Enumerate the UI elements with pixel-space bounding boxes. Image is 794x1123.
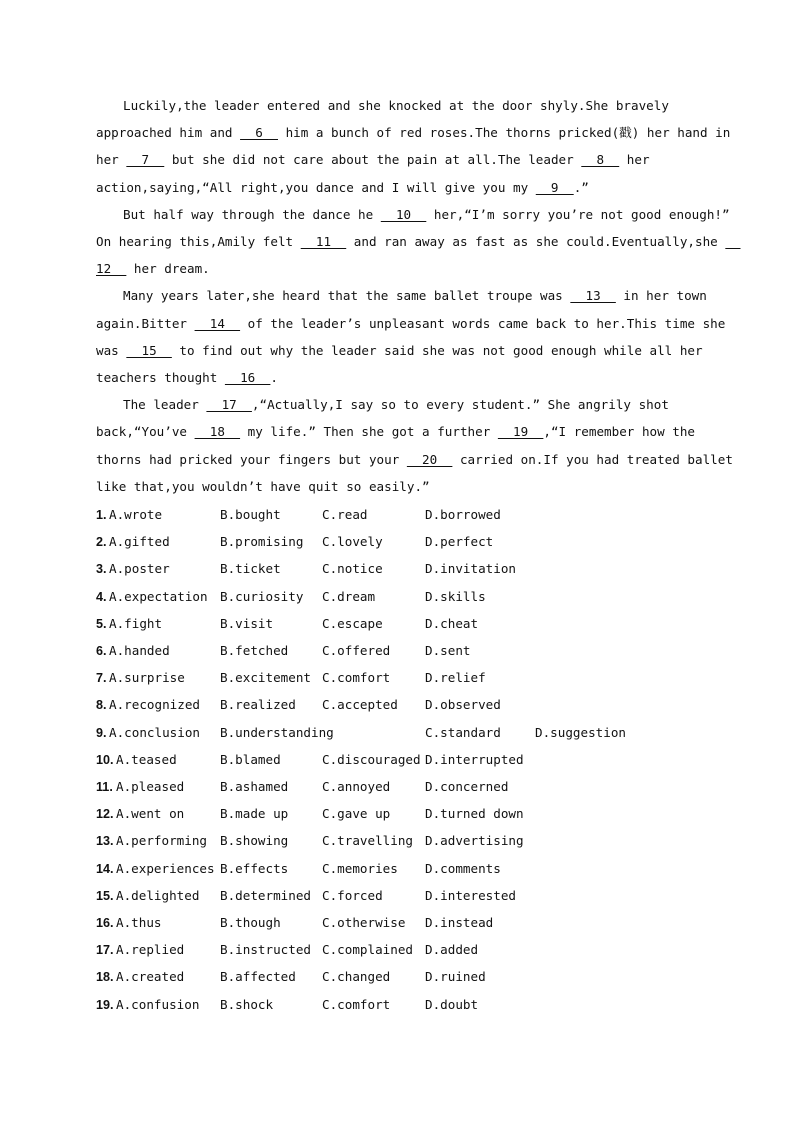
passage-text: her dream.: [126, 261, 210, 277]
option-d: D.relief: [425, 670, 486, 686]
question-number: 19.: [96, 997, 114, 1012]
passage-line: [123, 98, 669, 114]
option-a: A.thus: [116, 915, 162, 930]
answer-blank: 17: [206, 397, 252, 413]
option-a: A.confusion: [116, 996, 200, 1012]
question-number: 10.: [96, 752, 114, 767]
option-b: B.bought: [220, 507, 281, 522]
question-number: 14.: [96, 861, 114, 876]
option-d: D.instead: [425, 915, 494, 930]
passage-text: to find out why the leader said she was not good enough while all her: [171, 342, 703, 358]
passage-text: back,“You’ve: [96, 424, 195, 440]
answer-blank: 8: [581, 152, 620, 168]
answer-blank: 16: [224, 370, 271, 385]
answer-blank: 18: [194, 424, 241, 440]
option-d: D.ruined: [425, 969, 486, 985]
passage-text: my life.” Then she got a further: [240, 424, 498, 440]
option-d: D.interrupted: [425, 751, 524, 767]
option-a: A.recognized: [109, 697, 200, 713]
option-c: C.read: [322, 507, 368, 522]
option-b: B.effects: [220, 860, 289, 876]
answer-blank: 6: [240, 125, 278, 141]
option-a: A.performing: [116, 833, 207, 849]
passage-text: in her town: [615, 288, 707, 304]
passage-text: action,saying,“All right,you dance and I will give you my: [96, 179, 536, 195]
question-number: 8.: [96, 698, 107, 713]
question-number: 3.: [96, 562, 107, 577]
question-number: 17.: [96, 943, 114, 958]
option-c: C.dream: [322, 588, 376, 604]
question-number: 5.: [96, 616, 107, 631]
passage-text: teachers thought: [96, 370, 225, 385]
answer-blank: 15: [126, 342, 172, 358]
question-number: 7.: [96, 671, 107, 686]
option-c: C.comfort: [322, 996, 391, 1012]
passage-text: again.Bitter: [96, 315, 195, 331]
option-a: A.went on: [116, 806, 185, 822]
passage-text: was: [96, 342, 127, 358]
option-b: B.promising: [220, 534, 304, 550]
passage-line: [96, 424, 695, 440]
option-a: A.handed: [109, 643, 170, 658]
option-c: C.offered: [322, 643, 391, 658]
option-d: D.cheat: [425, 615, 479, 631]
passage-text: Many years later,she heard that the same ballet troupe was: [123, 288, 571, 304]
option-d: D.comments: [425, 860, 501, 876]
option-c: C.travelling: [322, 833, 413, 849]
passage-text: her,“I’m sorry you’re not good enough!”: [426, 206, 730, 222]
option-a: A.gifted: [109, 534, 170, 550]
option-b: B.showing: [220, 833, 289, 849]
passage-line: [123, 207, 730, 223]
answer-blank: 9: [535, 179, 574, 195]
option-c: C.accepted: [322, 697, 398, 713]
option-c: C.escape: [322, 615, 383, 631]
option-a: A.delighted: [116, 887, 200, 903]
option-a: A.replied: [116, 942, 185, 958]
option-c: C.discouraged: [322, 751, 421, 767]
option-b: B.understanding: [220, 724, 334, 740]
option-c: C.forced: [322, 887, 383, 903]
option-d: D.suggestion: [535, 724, 626, 740]
passage-line: [96, 180, 589, 196]
option-d: D.skills: [425, 588, 486, 604]
passage-text: .: [270, 370, 278, 385]
option-a: A.teased: [116, 751, 177, 767]
answer-blank: 19: [497, 424, 544, 440]
option-b: B.determined: [220, 887, 311, 903]
passage-text: carried on.If you had treated ballet: [452, 451, 733, 467]
passage-text: her: [619, 152, 650, 168]
answer-blank: 20: [406, 451, 453, 467]
option-d: D.doubt: [425, 996, 479, 1012]
option-b: B.though: [220, 915, 281, 930]
passage-text: but she did not care about the pain at all.The leader: [164, 152, 582, 168]
question-number: 15.: [96, 888, 114, 903]
option-c: C.changed: [322, 969, 391, 985]
passage-text: The leader: [123, 397, 207, 413]
option-c: C.otherwise: [322, 915, 406, 930]
option-a: A.surprise: [109, 670, 185, 686]
passage-line: [96, 370, 278, 386]
option-b: B.blamed: [220, 751, 281, 767]
option-a: A.poster: [109, 561, 170, 577]
question-number: 16.: [96, 916, 114, 930]
passage-text: ,“Actually,I say so to every student.” She angrily shot: [251, 397, 669, 413]
option-b: B.instructed: [220, 942, 311, 958]
option-d: D.perfect: [425, 534, 494, 550]
answer-blank: 14: [194, 315, 241, 331]
option-b: B.curiosity: [220, 588, 304, 604]
question-number: 18.: [96, 970, 114, 985]
option-b: B.visit: [220, 615, 274, 631]
option-c: C.annoyed: [322, 779, 391, 794]
answer-blank: [725, 234, 740, 249]
passage-text: But half way through the dance he: [123, 206, 381, 222]
answer-blank: 11: [300, 234, 347, 249]
option-d: D.sent: [425, 643, 471, 658]
answer-blank: 12: [96, 261, 127, 277]
option-c: C.standard: [425, 724, 501, 740]
passage-line: [96, 316, 725, 332]
question-number: 6.: [96, 644, 107, 658]
answer-blank: 10: [380, 206, 427, 222]
passage-line: [96, 261, 210, 277]
option-d: D.turned down: [425, 806, 524, 822]
option-a: A.wrote: [109, 507, 163, 522]
option-a: A.expectation: [109, 588, 208, 604]
passage-text: .”: [573, 179, 589, 195]
option-b: B.made up: [220, 806, 289, 822]
question-number: 1.: [96, 508, 107, 522]
question-number: 12.: [96, 807, 114, 822]
answer-blank: 7: [126, 152, 165, 168]
option-c: C.notice: [322, 561, 383, 577]
option-c: C.comfort: [322, 670, 391, 686]
answer-blank: 13: [570, 288, 616, 304]
option-a: A.pleased: [116, 779, 185, 794]
option-d: D.interested: [425, 887, 516, 903]
passage-line: [123, 397, 669, 413]
question-number: 11.: [96, 780, 113, 794]
passage-text: Luckily,the leader entered and she knocked at the door shyly.She bravely: [123, 98, 669, 113]
option-a: A.experiences: [116, 860, 215, 876]
option-d: D.observed: [425, 697, 501, 713]
option-b: B.affected: [220, 969, 296, 985]
passage-text: him a bunch of red roses.The thorns pricked(戳) her hand in: [277, 125, 731, 141]
passage-line: [96, 234, 741, 250]
option-b: B.excitement: [220, 670, 311, 686]
passage-text: ,“I remember how the: [543, 424, 696, 440]
passage-line: [96, 343, 703, 359]
passage-text: thorns had pricked your fingers but your: [96, 451, 407, 467]
passage-line: [96, 152, 650, 168]
option-d: D.added: [425, 942, 479, 958]
option-b: B.realized: [220, 697, 296, 713]
question-number: 4.: [96, 589, 107, 604]
option-d: D.advertising: [425, 833, 524, 849]
passage-text: like that,you wouldn’t have quit so easily.”: [96, 478, 430, 494]
option-a: A.created: [116, 969, 185, 985]
option-c: C.gave up: [322, 806, 391, 822]
option-c: C.memories: [322, 860, 398, 876]
option-b: B.shock: [220, 996, 274, 1012]
passage-text: approached him and: [96, 125, 241, 141]
passage-line: [96, 452, 733, 468]
option-c: C.complained: [322, 942, 413, 958]
passage-line: [96, 125, 730, 141]
passage-text: her: [96, 152, 127, 168]
passage-text: and ran away as fast as she could.Eventually,she: [346, 234, 726, 249]
question-number: 9.: [96, 725, 107, 740]
option-b: B.ashamed: [220, 779, 289, 794]
option-d: D.concerned: [425, 779, 509, 794]
passage-text: On hearing this,Amily felt: [96, 234, 301, 249]
option-d: D.invitation: [425, 561, 516, 577]
option-a: A.conclusion: [109, 724, 200, 740]
question-number: 2.: [96, 535, 107, 550]
option-d: D.borrowed: [425, 507, 501, 522]
passage-text: of the leader’s unpleasant words came back to her.This time she: [240, 315, 726, 331]
option-b: B.ticket: [220, 561, 281, 577]
passage-line: [123, 288, 707, 304]
question-number: 13.: [96, 834, 114, 849]
option-a: A.fight: [109, 615, 163, 631]
option-b: B.fetched: [220, 643, 289, 658]
option-c: C.lovely: [322, 534, 383, 550]
passage-line: [96, 479, 430, 495]
